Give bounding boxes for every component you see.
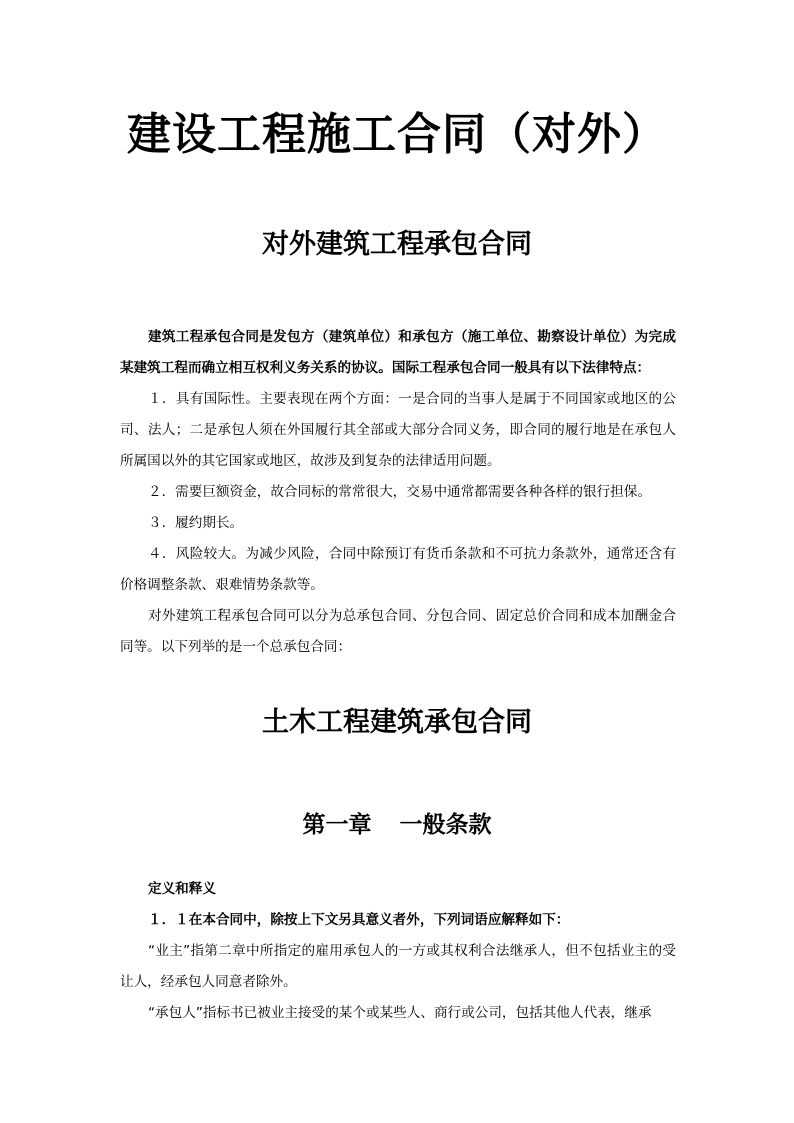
clause-1-1: １．１在本合同中，除按上下文另具意义者外，下列词语应解释如下： <box>148 912 570 928</box>
chapter-number: 第一章 <box>302 811 372 838</box>
feature-item-1: １．具有国际性。主要表现在两个方面：一是合同的当事人是属于不同国家或地区的公司、法人；二是承包人须在外国履行其全部或大部分合同义务，即合同的履行地是在承包人所属国以外的其它国家或地区，故涉及到复杂的法律适用问题。 <box>120 391 676 469</box>
document-subtitle: 对外建筑工程承包合同 <box>262 229 532 260</box>
chapter-name: 一般条款 <box>399 811 492 838</box>
definition-owner: “业主”指第二章中所指定的雇用承包人的一方或其权利合法继承人，但不包括业主的受让人，经承包人同意者除外。 <box>120 943 676 990</box>
chapter-heading <box>0 806 794 839</box>
definition-contractor: “承包人”指标书已被业主接受的某个或某些人、商行或公司，包括其他人代表，继承 <box>148 1005 652 1021</box>
feature-item-4: ４．风险较大。为减少风险，合同中除预订有货币条款和不可抗力条款外，通常还含有价格调整条款、艰难情势条款等。 <box>120 546 676 593</box>
contract-types-paragraph: 对外建筑工程承包合同可以分为总承包合同、分包合同、固定总价合同和成本加酬金合同等。以下列举的是一个总承包合同： <box>120 608 676 655</box>
feature-item-3: ３．履约期长。 <box>148 515 244 531</box>
intro-section <box>120 322 676 663</box>
document-title: 建设工程施工合同（对外） <box>127 109 667 160</box>
intro-paragraph: 建筑工程承包合同是发包方（建筑单位）和承包方（施工单位、勘察设计单位）为完成某建筑工程而确立相互权利义务关系的协议。国际工程承包合同一般具有以下法律特点： <box>120 329 676 376</box>
definitions-heading: 定义和释义 <box>148 881 216 897</box>
contract-title: 土木工程建筑承包合同 <box>262 707 532 738</box>
definitions-section <box>120 874 676 1029</box>
feature-item-2: ２．需要巨额资金，故合同标的常常很大，交易中通常都需要各种各样的银行担保。 <box>148 484 651 500</box>
